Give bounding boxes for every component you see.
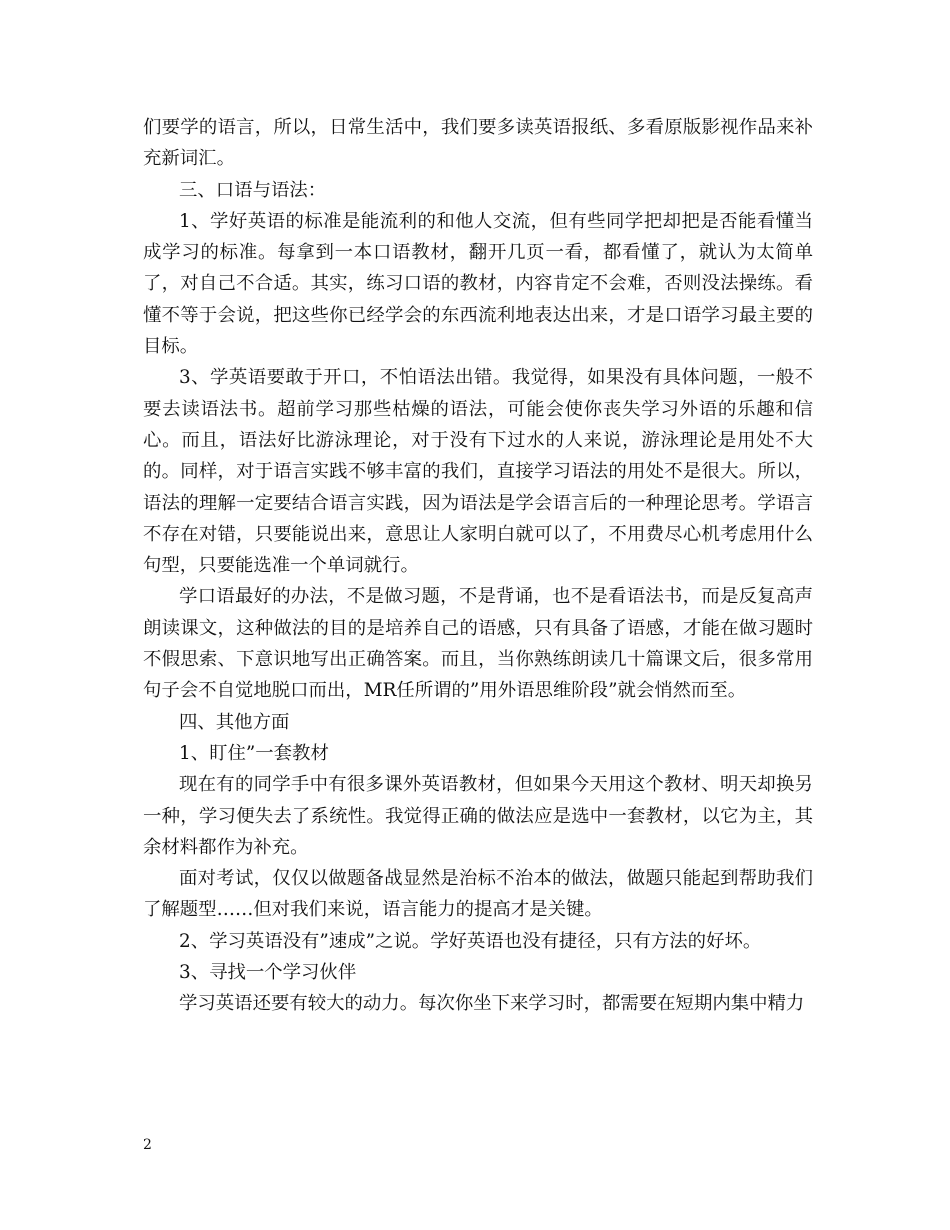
section-heading-4: 四、其他方面 bbox=[179, 711, 290, 733]
paragraph-6: 面对考试，仅仅以做题备战显然是治标不治本的做法，做题只能起到帮助我们了解题型……但对我们来说，语言能力的提高才是关键。 bbox=[143, 868, 813, 921]
subheading-3: 3、寻找一个学习伙伴 bbox=[179, 962, 357, 984]
paragraph-4: 学口语最好的办法，不是做习题，不是背诵，也不是看语法书，而是反复高声朗读课文，这种做法的目的是培养自己的语感，只有具备了语感，才能在做习题时不假思索、下意识地写出正确答案。而且，当你熟练朗读几十篇课文后，很多常用句子会不自觉地脱口而出，MR任所谓的”用外语思维阶段”就会悄然而至。 bbox=[143, 586, 813, 702]
paragraph-7: 2、学习英语没有”速成”之说。学好英语也没有捷径，只有方法的好坏。 bbox=[179, 930, 762, 952]
paragraph-1: 们要学的语言，所以，日常生活中，我们要多读英语报纸、多看原版影视作品来补充新词汇。 bbox=[143, 117, 813, 170]
document-body bbox=[143, 112, 813, 1020]
paragraph-2: 1、学好英语的标准是能流利的和他人交流，但有些同学把却把是否能看懂当成学习的标准。每拿到一本口语教材，翻开几页一看，都看懂了，就认为太简单了，对自己不合适。其实，练习口语的教材，内容肯定不会难，否则没法操练。看懂不等于会说，把这些你已经学会的东西流利地表达出来，才是口语学习最主要的目标。 bbox=[143, 210, 813, 358]
subheading-1: 1、盯住”一套教材 bbox=[179, 742, 329, 764]
paragraph-3: 3、学英语要敢于开口，不怕语法出错。我觉得，如果没有具体问题，一般不要去读语法书。超前学习那些枯燥的语法，可能会使你丧失学习外语的乐趣和信心。而且，语法好比游泳理论，对于没有下过水的人来说，游泳理论是用处不大的。同样，对于语言实践不够丰富的我们，直接学习语法的用处不是很大。所以，语法的理解一定要结合语言实践，因为语法是学会语言后的一种理论思考。学语言不存在对错，只要能说出来，意思让人家明白就可以了，不用费尽心机考虑用什么句型，只要能选准一个单词就行。 bbox=[143, 367, 813, 577]
paragraph-8: 学习英语还要有较大的动力。每次你坐下来学习时，都需要在短期内集中精力 bbox=[179, 993, 805, 1015]
section-heading-3: 三、口语与语法： bbox=[179, 179, 327, 201]
paragraph-5: 现在有的同学手中有很多课外英语教材，但如果今天用这个教材、明天却换另一种，学习便失去了系统性。我觉得正确的做法应是选中一套教材，以它为主，其余材料都作为补充。 bbox=[143, 774, 813, 858]
page-number: 2 bbox=[143, 1137, 152, 1153]
